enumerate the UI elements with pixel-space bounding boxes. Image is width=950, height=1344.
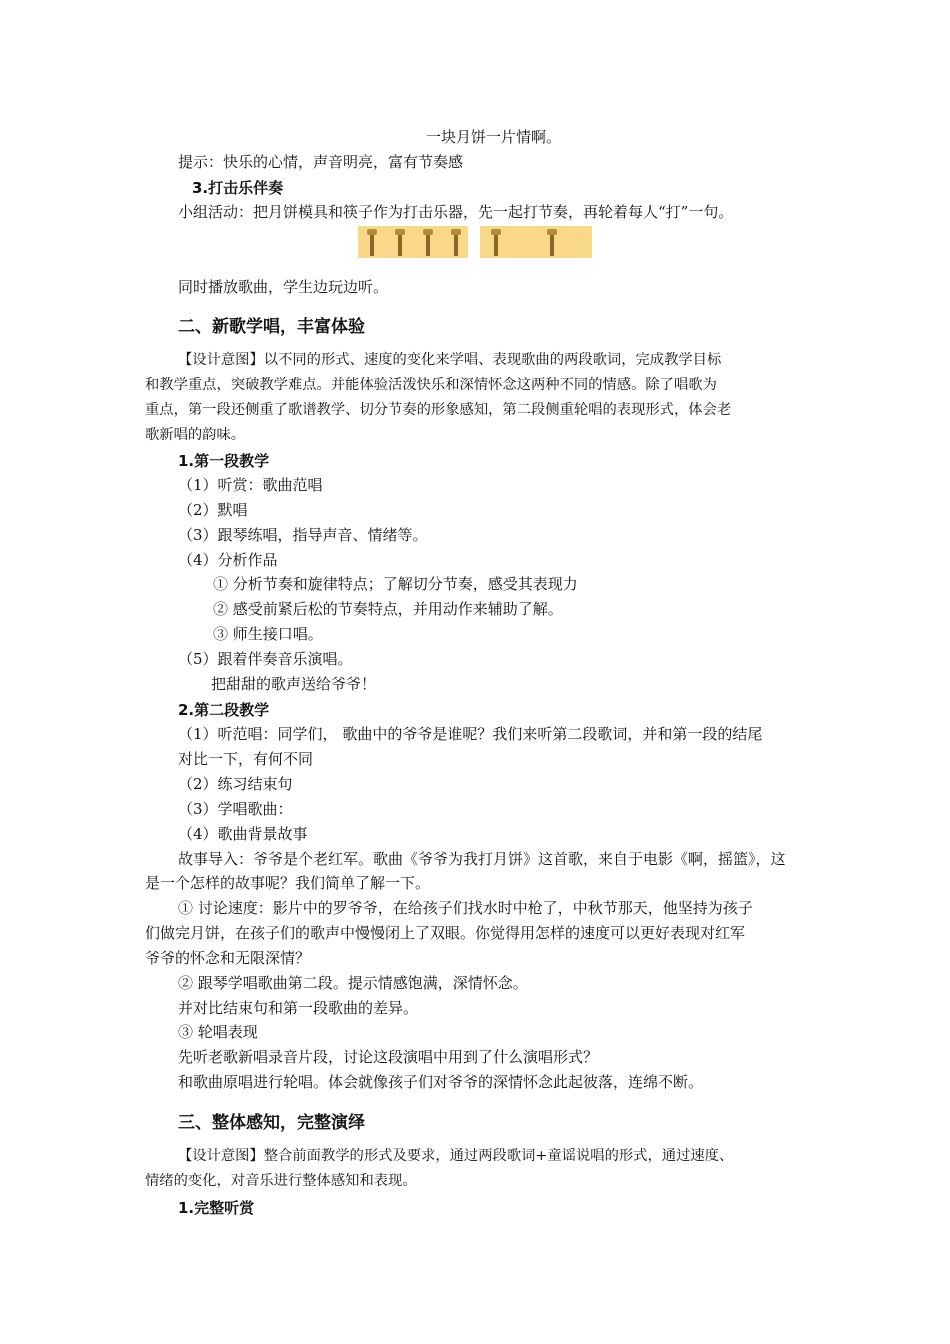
lyric-line: 一块月饼一片情啊。: [426, 128, 562, 146]
part1-item: （5）跟着伴奏音乐演唱。: [178, 650, 353, 668]
part2-item: （4）歌曲背景故事: [178, 825, 308, 843]
story-line: 是一个怎样的故事呢？我们简单了解一下。: [145, 874, 431, 892]
part1-subitem: ② 感受前紧后松的节奏特点，并用动作来辅助了解。: [213, 600, 563, 618]
part2-listen-line: （1）听范唱：同学们， 歌曲中的爷爷是谁呢？我们来听第二段歌词，并和第一段的结尾: [178, 725, 763, 743]
part1-note: 把甜甜的歌声送给爷爷！: [211, 675, 377, 693]
part1-item: （3）跟琴练唱，指导声音、情绪等。: [178, 526, 428, 544]
percussion-activity: 小组活动：把月饼模具和筷子作为打击乐器，先一起打节奏，再轮着每人“打”一句。: [178, 203, 734, 221]
story-line: 故事导入：爷爷是个老红军。歌曲《爷爷为我打月饼》这首歌，来自于电影《啊，摇篮》，这: [178, 850, 786, 868]
part2-listen-line: 对比一下，有何不同: [178, 750, 314, 768]
section2-design-line: 重点，第一段还侧重了歌谱教学、切分节奏的形象感知，第二段侧重轮唱的表现形式，体会老: [145, 402, 732, 418]
play-note: 同时播放歌曲，学生边玩边听。: [178, 278, 389, 296]
part2-item: （3）学唱歌曲：: [178, 800, 293, 818]
part1-item: （1）听赏：歌曲范唱: [178, 476, 323, 494]
section2-title: 二、新歌学唱，丰富体验: [178, 317, 365, 337]
follow-line: 先听老歌新唱录音片段，讨论这段演唱中用到了什么演唱形式？: [178, 1048, 599, 1066]
part1-subitem: ③ 师生接口唱。: [213, 625, 323, 643]
part1-subitem: ① 分析节奏和旋律特点；了解切分节奏，感受其表现力: [213, 575, 578, 593]
follow-line: ② 跟琴学唱歌曲第二段。提示情感饱满，深情怀念。: [178, 974, 528, 992]
section3-design-line: 情绪的变化，对音乐进行整体感知和表现。: [145, 1173, 417, 1189]
percussion-heading: 3.打击乐伴奏: [192, 179, 284, 197]
section2-design-line: 和教学重点，突破教学难点。并能体验活泼快乐和深情怀念这两种不同的情感。除了唱歌为: [145, 377, 717, 393]
follow-line: 和歌曲原唱进行轮唱。体会就像孩子们对爷爷的深情怀念此起彼落，连绵不断。: [178, 1073, 704, 1091]
discuss-line: 爷爷的怀念和无限深情？: [145, 949, 311, 967]
part1-heading: 1.第一段教学: [178, 452, 270, 470]
part1-item: （2）默唱: [178, 501, 248, 519]
section3-title: 三、整体感知，完整演绎: [178, 1113, 365, 1133]
follow-line: ③ 轮唱表现: [178, 1023, 258, 1041]
section2-design-line: 【设计意图】以不同的形式、速度的变化来学唱、表现歌曲的两段歌词，完成教学目标: [178, 352, 722, 368]
discuss-line: 们做完月饼，在孩子们的歌声中慢慢闭上了双眼。你觉得用怎样的速度可以更好表现对红军: [145, 924, 746, 942]
part2-heading: 2.第二段教学: [178, 701, 270, 719]
section3-heading1: 1.完整听赏: [178, 1199, 255, 1217]
rhythm-pattern-image: [358, 226, 592, 258]
follow-line: 并对比结束句和第一段歌曲的差异。: [178, 999, 419, 1017]
part2-item: （2）练习结束句: [178, 775, 293, 793]
hint-text: 提示：快乐的心情，声音明亮，富有节奏感: [178, 153, 464, 171]
discuss-line: ① 讨论速度：影片中的罗爷爷，在给孩子们找水时中枪了，中秋节那天，他坚持为孩子: [178, 899, 753, 917]
section3-design-line: 【设计意图】整合前面教学的形式及要求，通过两段歌词+童谣说唱的形式，通过速度、: [178, 1148, 734, 1164]
section2-design-line: 歌新唱的韵味。: [145, 427, 246, 443]
part1-item: （4）分析作品: [178, 551, 278, 569]
